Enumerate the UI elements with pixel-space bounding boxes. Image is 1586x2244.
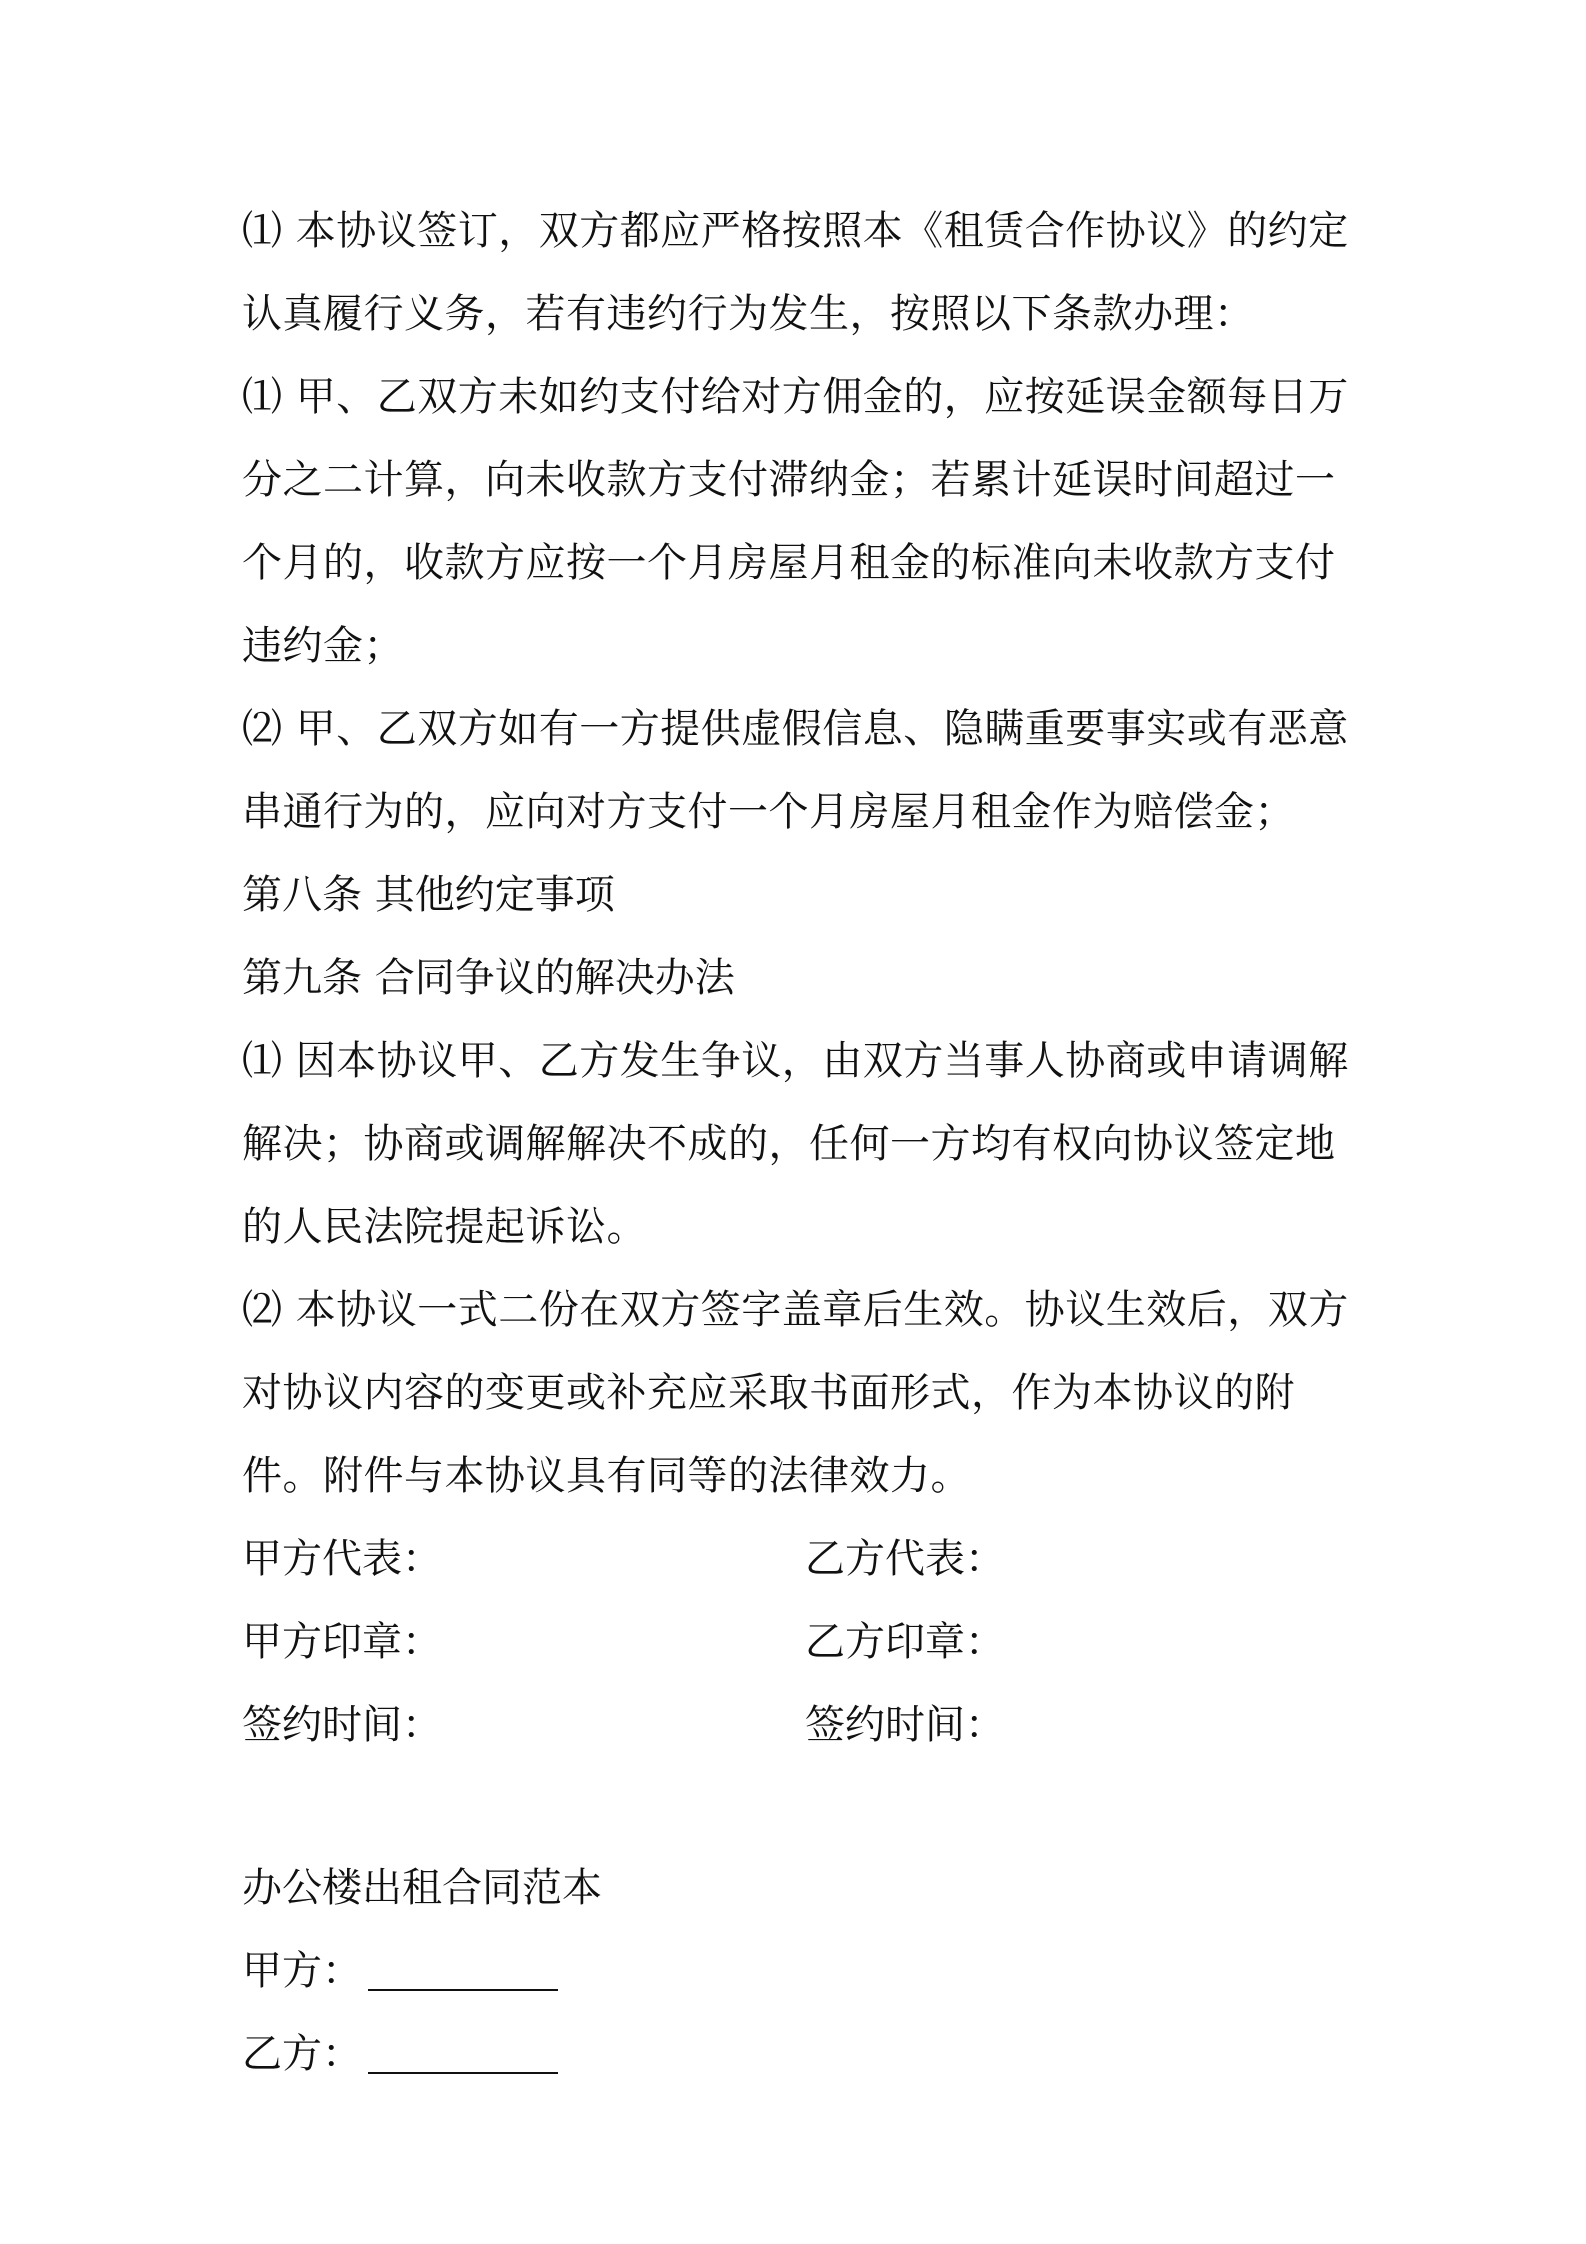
next-doc-party-a — [242, 1930, 1362, 2013]
clause-intro: ⑴ 本协议签订，双方都应严格按照本《租赁合作协议》的约定认真履行义务，若有违约行为发生，按照以下条款办理： — [242, 208, 1349, 337]
section-spacer — [242, 1767, 1362, 1847]
party-b-seal-label: 乙方印章： — [805, 1619, 1005, 1665]
party-a-date-label: 签约时间： — [242, 1702, 442, 1748]
party-b-rep-label: 乙方代表： — [805, 1536, 1005, 1582]
article-9-title: 第九条 合同争议的解决办法 — [242, 955, 735, 1001]
signature-row-rep — [242, 1518, 1362, 1601]
clause-false-info: ⑵ 甲、乙双方如有一方提供虚假信息、隐瞒重要事实或有恶意串通行为的，应向对方支付一个月房屋月租金作为赔偿金； — [242, 706, 1349, 835]
party-a-rep-label: 甲方代表： — [242, 1536, 442, 1582]
signature-row-seal — [242, 1601, 1362, 1684]
next-doc-party-b-label: 乙方： — [242, 2031, 362, 2077]
signature-row-date — [242, 1684, 1362, 1767]
article-9-clause-2: ⑵ 本协议一式二份在双方签字盖章后生效。协议生效后，双方对协议内容的变更或补充应采取书面形式，作为本协议的附件。附件与本协议具有同等的法律效力。 — [242, 1287, 1349, 1499]
next-doc-party-b — [242, 2013, 1362, 2096]
party-b-blank-line — [368, 2036, 558, 2074]
party-a-seal-label: 甲方印章： — [242, 1619, 442, 1665]
party-a-blank-line — [368, 1953, 558, 1991]
next-doc-party-a-label: 甲方： — [242, 1948, 362, 1994]
next-doc-title: 办公楼出租合同范本 — [242, 1865, 602, 1911]
clause-commission-default: ⑴ 甲、乙双方未如约支付给对方佣金的，应按延误金额每日万分之二计算，向未收款方支付滞纳金；若累计延误时间超过一个月的，收款方应按一个月房屋月租金的标准向未收款方支付违约金； — [242, 374, 1349, 669]
article-9-clause-1: ⑴ 因本协议甲、乙方发生争议，由双方当事人协商或申请调解解决；协商或调解解决不成的，任何一方均有权向协议签定地的人民法院提起诉讼。 — [242, 1038, 1349, 1250]
article-8-title: 第八条 其他约定事项 — [242, 872, 615, 918]
party-b-date-label: 签约时间： — [805, 1702, 1005, 1748]
document-content — [242, 190, 1362, 2096]
